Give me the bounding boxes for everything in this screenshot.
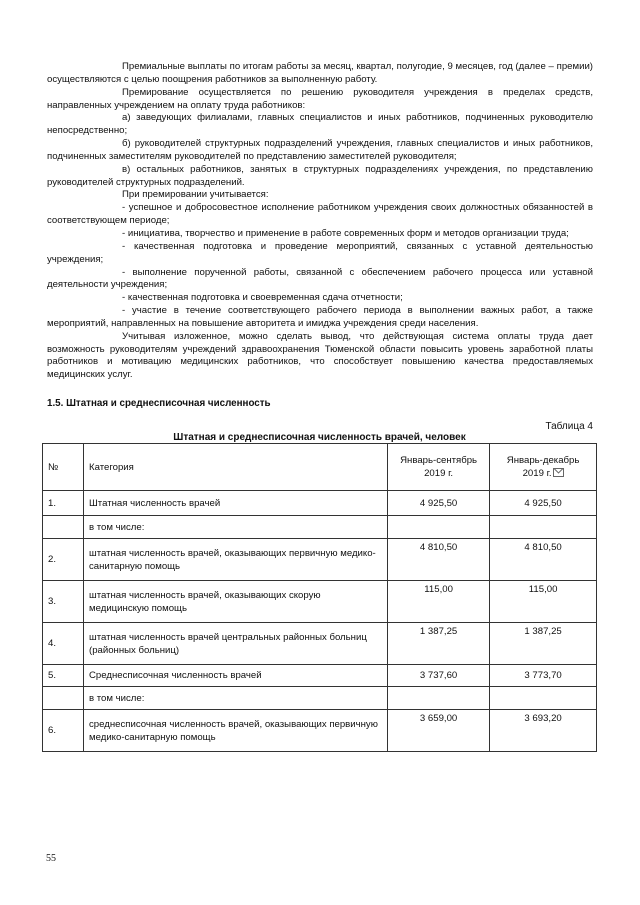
cell-period-2: 4 810,50	[490, 539, 597, 581]
list-item: - выполнение порученной работы, связанной с обеспечением рабочего процесса или уставной деятельности учреждения;	[47, 266, 593, 291]
cell-period-1: 1 387,25	[388, 623, 490, 665]
cell-period-1: 3 659,00	[388, 710, 490, 752]
header-no: №	[43, 444, 84, 491]
cell-no: 2.	[43, 539, 84, 581]
list-item: - успешное и добросовестное исполнение работником учреждения своих должностных обязанностей в соответствующем периоде;	[47, 202, 593, 227]
cell-period-1: 115,00	[388, 581, 490, 623]
cell-category: штатная численность врачей центральных районных больниц (районных больниц)	[84, 623, 388, 665]
cell-no: 5.	[43, 665, 84, 687]
table-header-row	[43, 444, 597, 491]
header-period-1: Январь-сентябрь 2019 г.	[388, 444, 490, 491]
envelope-icon	[553, 468, 564, 477]
table-row	[43, 581, 597, 623]
cell-category: Среднесписочная численность врачей	[84, 665, 388, 687]
cell-category: в том числе:	[84, 516, 388, 539]
page-number: 55	[46, 853, 56, 864]
cell-period-2: 4 925,50	[490, 491, 597, 516]
paragraph: в) остальных работников, занятых в структурных подразделениях учреждения, по представлению руководителей структурных подразделений.	[47, 163, 593, 188]
table-row	[43, 665, 597, 687]
cell-period-1: 4 810,50	[388, 539, 490, 581]
cell-no: 4.	[43, 623, 84, 665]
paragraph: При премировании учитывается:	[122, 189, 269, 201]
paragraph: Премирование осуществляется по решению руководителя учреждения в пределах средств, направленных учреждением на оплату труда работников:	[47, 86, 593, 111]
conclusion-paragraph: Учитывая изложенное, можно сделать вывод, что действующая система оплаты труда дает возможность руководителям учреждений здравоохранения Тюменской области повысить уровень заработной платы работников и мотивацию медицинских работников, что способствует повышению качества предоставляемых медицинских услуг.	[47, 330, 593, 381]
cell-period-2: 115,00	[490, 581, 597, 623]
list-item: - инициатива, творчество и применение в работе современных форм и методов организации труда;	[122, 227, 569, 239]
paragraph: Премиальные выплаты по итогам работы за месяц, квартал, полугодие, 9 месяцев, год (далее – премии) осуществляются с целью поощрения работников за выполненную работу.	[47, 61, 593, 85]
header-period-2	[490, 444, 597, 491]
list-item: - качественная подготовка и проведение мероприятий, связанных с уставной деятельностью учреждения;	[47, 240, 593, 265]
paragraph: а) заведующих филиалами, главных специалистов и иных работников, подчиненных руководителю непосредственно;	[47, 112, 593, 137]
paragraph: б) руководителей структурных подразделений учреждения, главных специалистов и иных работников, подчиненных заместителям руководителей по представлению заместителей руководителя;	[47, 138, 593, 162]
cell-period-2: 1 387,25	[490, 623, 597, 665]
table-label: Таблица 4	[545, 421, 593, 432]
cell-period-2	[490, 516, 597, 539]
cell-no	[43, 516, 84, 539]
cell-period-1	[388, 516, 490, 539]
cell-no: 3.	[43, 581, 84, 623]
cell-period-2: 3 693,20	[490, 710, 597, 752]
section-heading: 1.5. Штатная и среднесписочная численность	[47, 398, 271, 409]
cell-period-1	[388, 687, 490, 710]
cell-category: в том числе:	[84, 687, 388, 710]
cell-period-1: 3 737,60	[388, 665, 490, 687]
table-row	[43, 539, 597, 581]
cell-period-2	[490, 687, 597, 710]
cell-no: 1.	[43, 491, 84, 516]
header-category: Категория	[84, 444, 388, 491]
table-row	[43, 491, 597, 516]
table-caption: Штатная и среднесписочная численность врачей, человек	[173, 432, 466, 443]
cell-category: среднесписочная численность врачей, оказывающих первичную медико-санитарную помощь	[84, 710, 388, 752]
table-row	[43, 623, 597, 665]
cell-no	[43, 687, 84, 710]
cell-category: штатная численность врачей, оказывающих первичную медико-санитарную помощь	[84, 539, 388, 581]
cell-category: штатная численность врачей, оказывающих скорую медицинскую помощь	[84, 581, 388, 623]
list-item: - участие в течение соответствующего рабочего периода в выполнении важных работ, а также мероприятий, направленных на повышение авторитета и имиджа учреждения среди населения.	[47, 305, 593, 329]
table-row	[43, 687, 597, 710]
body-text	[47, 61, 593, 382]
staffing-table	[42, 443, 597, 752]
cell-period-2: 3 773,70	[490, 665, 597, 687]
table-row	[43, 710, 597, 752]
cell-category: Штатная численность врачей	[84, 491, 388, 516]
table-row	[43, 516, 597, 539]
cell-no: 6.	[43, 710, 84, 752]
list-item: - качественная подготовка и своевременная сдача отчетности;	[122, 292, 403, 304]
header-period-2-text: Январь-декабрь 2019 г.	[506, 455, 580, 479]
cell-period-1: 4 925,50	[388, 491, 490, 516]
